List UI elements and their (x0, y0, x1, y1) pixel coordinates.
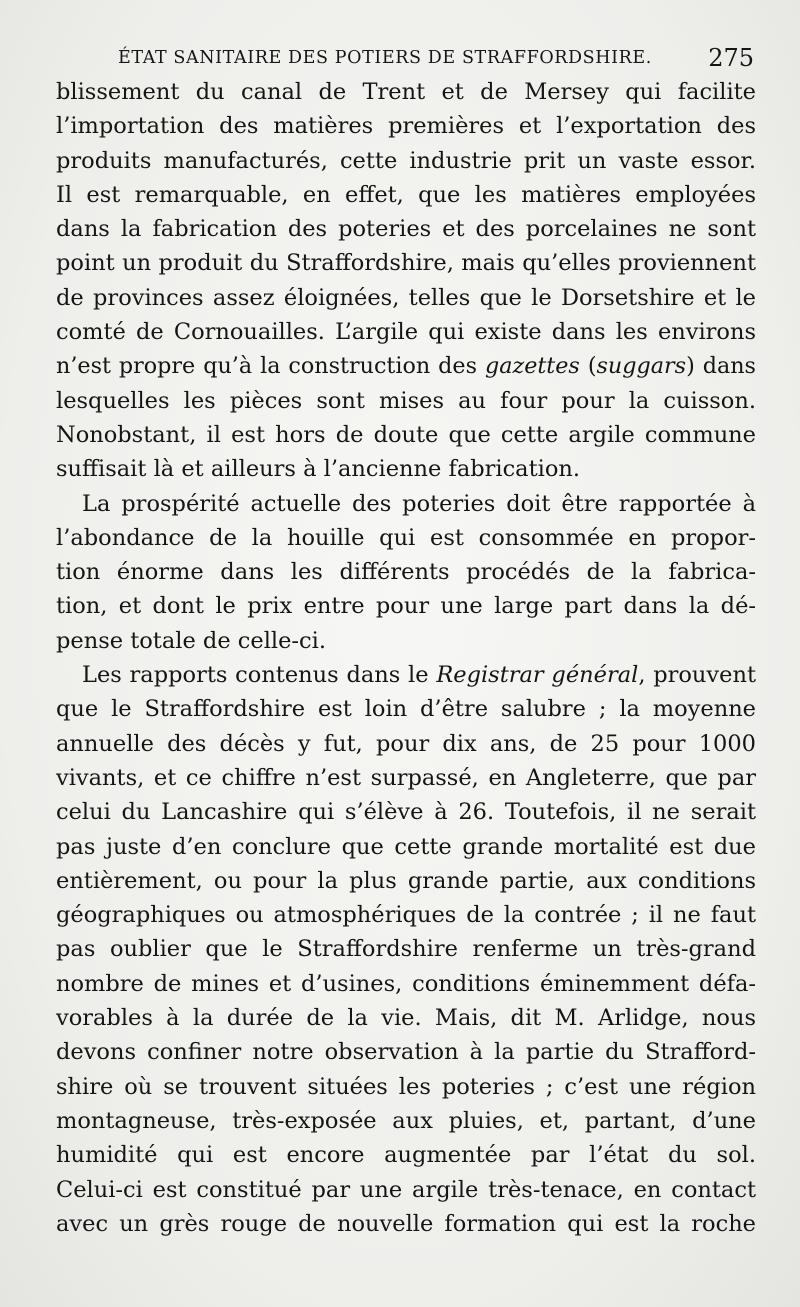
text-line: humidité qui est encore augmentée par l’état du sol. (56, 1142, 756, 1169)
text-line: celui du Lancashire qui s’élève à 26. Toutefois, il ne serait (56, 799, 756, 826)
text-line: tion, et dont le prix entre pour une large part dans la dé- (56, 593, 756, 620)
text-line: dans la fabrication des poteries et des porcelaines ne sont (56, 216, 756, 243)
italic-term: suggars (596, 353, 687, 380)
text-line: Il est remarquable, en effet, que les matières employées (56, 181, 756, 208)
text-line: entièrement, ou pour la plus grande partie, aux conditions (56, 867, 756, 894)
text-line: montagneuse, très-exposée aux pluies, et, partant, d’une (56, 1107, 756, 1134)
text-segment: , prouvent (638, 662, 756, 689)
text-line: tion énorme dans les différents procédés de la fabrica- (56, 559, 756, 586)
paragraph-2 (56, 487, 756, 658)
text-line: nombre de mines et d’usines, conditions éminemment défa- (56, 970, 756, 997)
italic-term: Registrar général (436, 662, 639, 689)
text-line: pense totale de celle-ci. (56, 627, 326, 654)
text-line: point un produit du Straffordshire, mais qu’elles proviennent (56, 250, 756, 277)
page-body (56, 75, 756, 1241)
text-line: shire où se trouvent situées les poteries ; c’est une région (56, 1073, 756, 1100)
text-line: avec un grès rouge de nouvelle formation qui est la roche (56, 1210, 756, 1237)
text-line: pas oublier que le Straffordshire renferme un très-grand (56, 936, 756, 963)
paragraph-1 (56, 75, 756, 487)
text-line: vivants, et ce chiffre n’est surpassé, en Angleterre, que par (56, 764, 756, 791)
text-line: vorables à la durée de la vie. Mais, dit M. Arlidge, nous (56, 1005, 756, 1032)
text-line: devons confiner notre observation à la partie du Strafford- (56, 1039, 756, 1066)
text-line: annuelle des décès y fut, pour dix ans, de 25 pour 1000 (56, 730, 756, 757)
running-head (118, 44, 754, 74)
text-line (56, 349, 756, 383)
text-segment: ) dans (686, 353, 756, 380)
text-line: produits manufacturés, cette industrie prit un vaste essor. (56, 147, 756, 174)
text-line: La prospérité actuelle des poteries doit être rapportée à (82, 490, 756, 517)
text-line: Nonobstant, il est hors de doute que cette argile commune (56, 421, 756, 448)
text-line: que le Straffordshire est loin d’être salubre ; la moyenne (56, 696, 756, 723)
text-line: l’abondance de la houille qui est consommée en propor- (56, 524, 756, 551)
text-line (56, 658, 756, 692)
text-line: Celui-ci est constitué par une argile très-tenace, en contact (56, 1176, 756, 1203)
italic-term: gazettes (484, 353, 580, 380)
running-title: ÉTAT SANITAIRE DES POTIERS DE STRAFFORDSHIRE. (118, 48, 652, 68)
text-line: pas juste d’en conclure que cette grande mortalité est due (56, 833, 756, 860)
text-line: blissement du canal de Trent et de Mersey qui facilite (56, 79, 756, 105)
text-segment: Les rapports contenus dans le (82, 662, 437, 689)
text-segment: n’est propre qu’à la construction des (56, 353, 485, 380)
text-segment: ( (579, 353, 597, 380)
text-line: géographiques ou atmosphériques de la contrée ; il ne faut (56, 902, 756, 929)
paragraph-3 (56, 658, 756, 1241)
text-line: lesquelles les pièces sont mises au four pour la cuisson. (56, 387, 756, 414)
text-line: suffisait là et ailleurs à l’ancienne fabrication. (56, 456, 581, 483)
page-number: 275 (708, 44, 754, 72)
text-line: l’importation des matières premières et l’exportation des (56, 113, 756, 140)
text-line: comté de Cornouailles. L’argile qui existe dans les environs (56, 319, 756, 346)
text-line: de provinces assez éloignées, telles que le Dorsetshire et le (56, 284, 756, 311)
